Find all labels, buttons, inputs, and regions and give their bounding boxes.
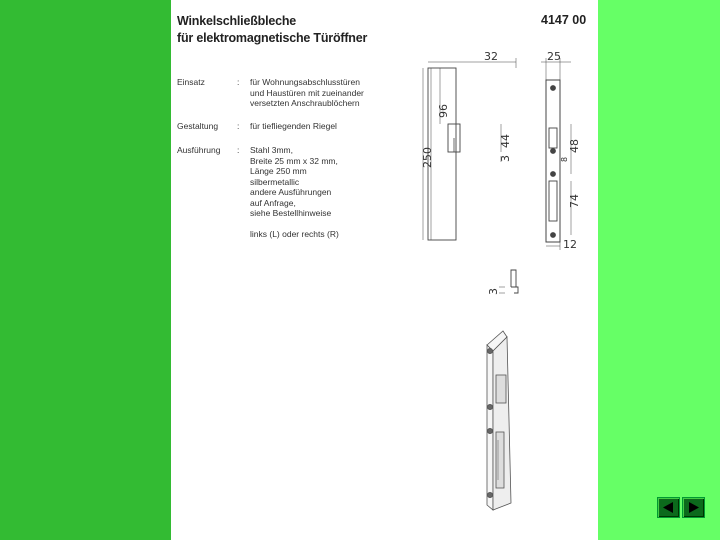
dim-48: 48 (568, 139, 581, 153)
spec-line: Stahl 3mm, (250, 145, 293, 155)
spec-value (250, 145, 440, 240)
spec-value (250, 121, 440, 132)
spec-label: Ausführung (177, 145, 221, 155)
article-number: 4147 00 (541, 13, 587, 27)
dim-74: 74 (568, 194, 581, 208)
triangle-left-icon (662, 501, 675, 514)
dim-3: 3 (499, 155, 512, 162)
dim-96: 96 (437, 104, 450, 118)
document-title (177, 13, 367, 47)
dim-32: 32 (484, 50, 498, 63)
spec-value (250, 77, 440, 109)
triangle-right-icon (687, 501, 700, 514)
spec-line: links (L) oder rechts (R) (250, 229, 339, 239)
dim-250: 250 (421, 147, 434, 168)
dim-12: 12 (563, 238, 577, 251)
title-line-1: Winkelschließbleche (177, 14, 297, 28)
dim-8: 8 (560, 156, 569, 162)
spec-line: silbermetallic (250, 176, 300, 187)
spec-line: versetzten Anschraublöchern (250, 98, 360, 108)
spec-line: auf Anfrage, (250, 197, 296, 208)
spec-line: siehe Bestellhinweise (250, 208, 332, 218)
spec-line: Länge 250 mm (250, 166, 307, 176)
spec-colon: : (237, 77, 240, 87)
product-illustration (481, 265, 591, 515)
next-page-button[interactable] (682, 497, 705, 518)
title-line-2: für elektromagnetische Türöffner (177, 31, 368, 45)
spec-colon: : (237, 121, 240, 131)
spec-line: und Haustüren mit zueinander (250, 87, 364, 98)
spec-label: Einsatz (177, 77, 205, 87)
technical-drawing (421, 48, 601, 258)
spec-line: andere Ausführungen (250, 187, 332, 197)
dim-44: 44 (499, 134, 512, 148)
spec-line: für Wohnungsabschlusstüren (250, 77, 360, 87)
spec-line: für tiefliegenden Riegel (250, 121, 337, 131)
previous-page-button[interactable] (657, 497, 680, 518)
spec-line (250, 219, 440, 230)
spec-line: Breite 25 mm x 32 mm, (250, 155, 338, 166)
document-page (171, 0, 598, 540)
spec-label: Gestaltung (177, 121, 219, 131)
dim-3-profile: 3 (487, 288, 500, 295)
dim-25: 25 (547, 50, 561, 63)
spec-colon: : (237, 145, 240, 155)
left-green-panel (0, 0, 171, 540)
